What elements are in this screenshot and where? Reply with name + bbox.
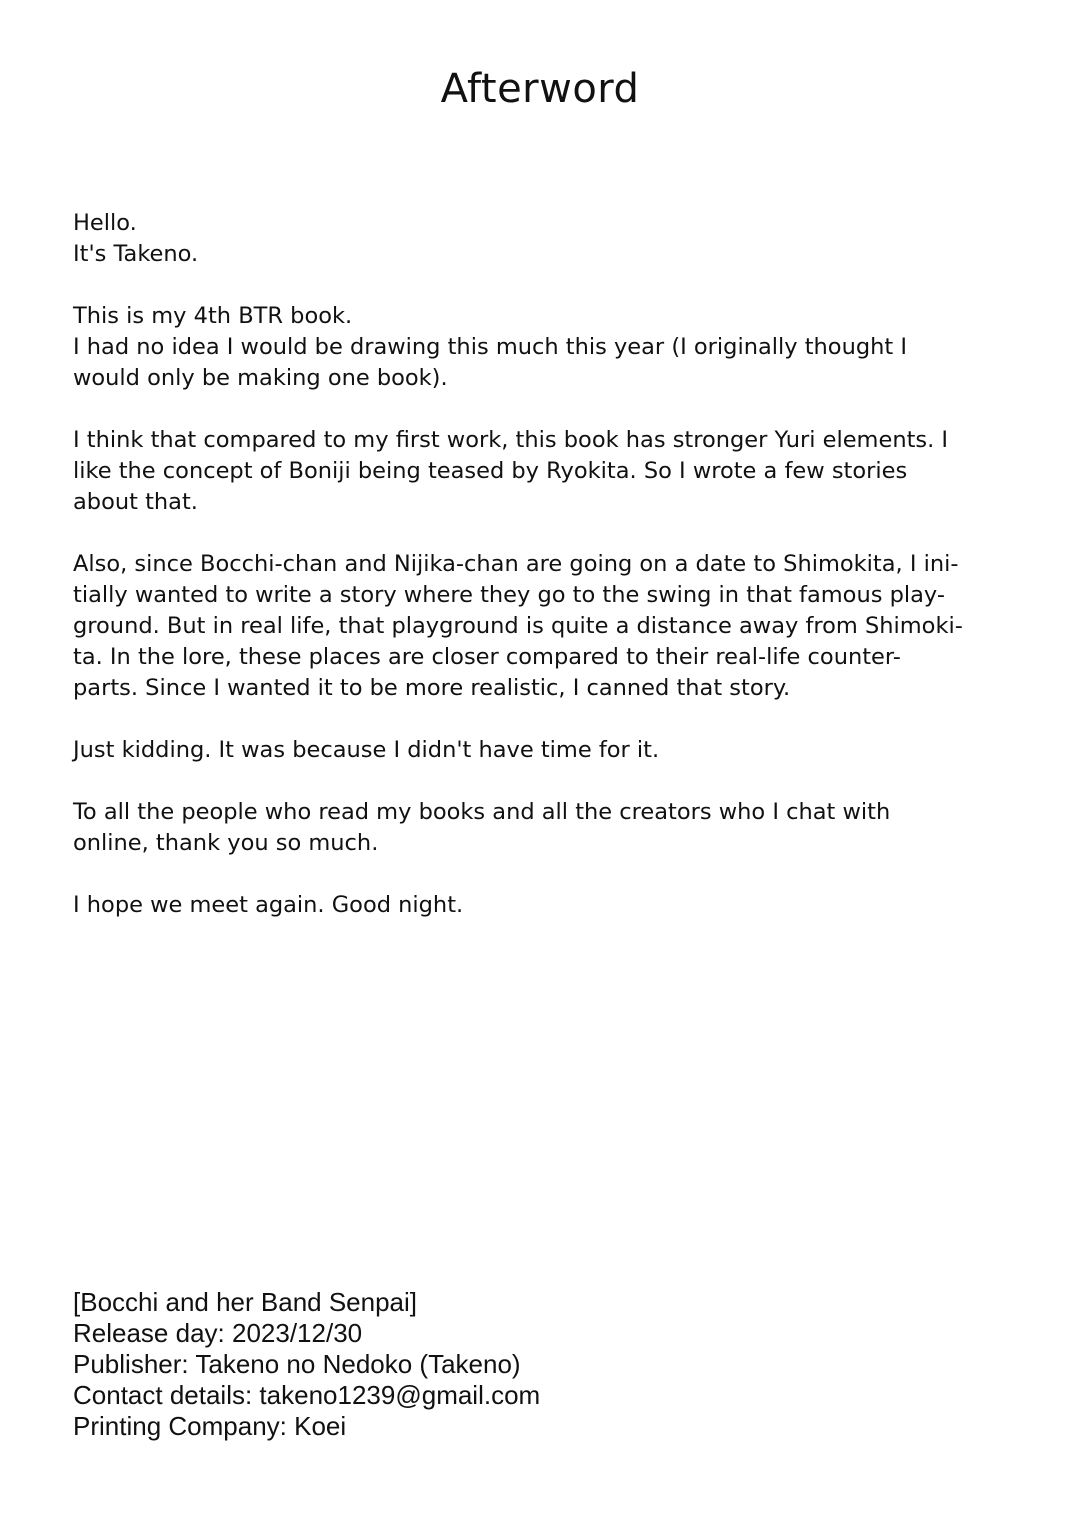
colophon-printing-company: Printing Company: Koei [73,1411,347,1441]
text-line: Hello. [73,210,137,236]
text-line: I had no idea I would be drawing this much this year (I originally thought I [73,334,907,360]
text-line: about that. [73,489,198,515]
paragraph-just-kidding [73,735,1013,766]
paragraph-greeting [73,208,1013,270]
paragraph-thanks [73,797,1013,859]
text-line: Also, since Bocchi-chan and Nijika-chan are going on a date to Shimokita, I ini- [73,551,959,577]
paragraph-yuri-elements [73,425,1013,518]
paragraph-shimokita-story [73,549,1013,704]
colophon-contact: Contact details: takeno1239@gmail.com [73,1380,541,1410]
paragraph-goodbye [73,890,1013,921]
text-line: online, thank you so much. [73,830,379,856]
text-line: ground. But in real life, that playground is quite a distance away from Shimoki- [73,613,963,639]
paragraph-book-count [73,301,1013,394]
text-line: tially wanted to write a story where they go to the swing in that famous play- [73,582,945,608]
text-line: Just kidding. It was because I didn't have time for it. [73,737,660,763]
text-line: parts. Since I wanted it to be more realistic, I canned that story. [73,675,791,701]
colophon-publisher: Publisher: Takeno no Nedoko (Takeno) [73,1349,521,1379]
text-line: I hope we meet again. Good night. [73,892,464,918]
afterword-body [73,208,1013,952]
text-line: would only be making one book). [73,365,448,391]
colophon-release-day: Release day: 2023/12/30 [73,1318,363,1348]
text-line: like the concept of Boniji being teased by Ryokita. So I wrote a few stories [73,458,908,484]
text-line: ta. In the lore, these places are closer compared to their real-life counter- [73,644,901,670]
text-line: This is my 4th BTR book. [73,303,353,329]
text-line: I think that compared to my first work, this book has stronger Yuri elements. I [73,427,949,453]
colophon-book-title: [Bocchi and her Band Senpai] [73,1287,418,1317]
text-line: It's Takeno. [73,241,199,267]
colophon [73,1287,540,1442]
page-title: Afterword [440,66,640,112]
text-line: To all the people who read my books and all the creators who I chat with [73,799,891,825]
